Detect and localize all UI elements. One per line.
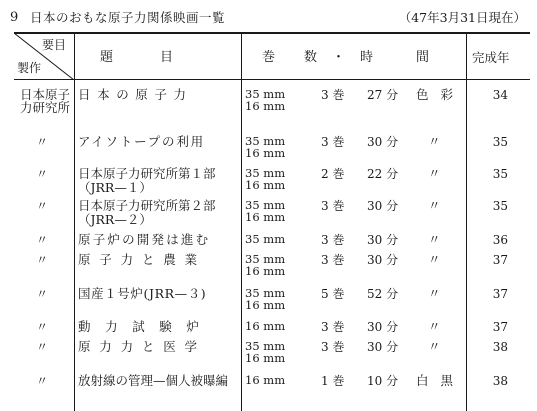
- row-duration: 22 分: [367, 167, 399, 181]
- row-producer-ditto: 〃: [36, 233, 49, 247]
- row-duration: 52 分: [367, 287, 399, 301]
- row-title: 動力試験炉: [78, 319, 214, 334]
- row-volumes: 3 巻: [321, 233, 345, 247]
- section-number: 9: [10, 10, 19, 25]
- row-color: 白 黒: [416, 373, 457, 388]
- row-producer-ditto: 〃: [36, 287, 49, 301]
- row-format: 35 mm 16 mm: [245, 134, 286, 160]
- row-format: 35 mm 16 mm: [245, 166, 286, 192]
- row-color: 〃: [428, 286, 445, 301]
- row-producer-ditto: 〃: [36, 320, 49, 334]
- row-duration: 30 分: [367, 340, 399, 354]
- row-format: 35 mm 16 mm: [245, 286, 286, 312]
- row-color: 〃: [428, 339, 445, 354]
- row-volumes: 5 巻: [321, 287, 345, 301]
- header-format-detail: 巻 数 ・ 時 間: [262, 50, 431, 65]
- document-title: 日本のおもな原子力関係映画一覧: [30, 10, 226, 25]
- row-color: 〃: [428, 198, 445, 213]
- header-year: 完成年: [472, 50, 510, 65]
- row-format: 35 mm 16 mm: [245, 252, 286, 278]
- row-format: 35 mm 16 mm: [245, 87, 286, 113]
- row-title: アイソトープの利用: [78, 134, 205, 149]
- row-volumes: 2 巻: [321, 167, 345, 181]
- row-color: 〃: [428, 252, 445, 267]
- header-corner-bottom: 製作: [17, 61, 42, 75]
- row-year: 38: [492, 374, 508, 388]
- row-volumes: 1 巻: [321, 374, 345, 388]
- row-duration: 30 分: [367, 233, 399, 247]
- header-title: 題 目: [100, 50, 176, 65]
- header-corner-top: 要目: [42, 38, 67, 52]
- row-year: 38: [492, 340, 508, 354]
- row-producer-ditto: 〃: [36, 167, 49, 181]
- row-year: 37: [492, 253, 508, 267]
- as-of-date: （47年3月31日現在）: [398, 10, 526, 25]
- row-color: 色 彩: [416, 87, 457, 102]
- row-duration: 30 分: [367, 253, 399, 267]
- row-title: 放射線の管理—個人被曝編: [78, 373, 229, 388]
- row-year: 36: [492, 233, 508, 247]
- col-divider-year: [466, 33, 467, 411]
- row-duration: 30 分: [367, 135, 399, 149]
- row-producer: 日本原子力研究所: [20, 87, 71, 115]
- row-title: 原子力と農業: [78, 252, 206, 267]
- row-format: 35 mm 16 mm: [245, 339, 286, 365]
- row-title: 原子炉の開発は進む: [78, 232, 211, 247]
- row-format: 16 mm: [245, 373, 286, 387]
- row-duration: 27 分: [367, 88, 399, 102]
- row-producer-ditto: 〃: [36, 199, 49, 213]
- row-volumes: 3 巻: [321, 320, 345, 334]
- header-bottom-rule: [14, 79, 530, 80]
- row-color: 〃: [428, 134, 445, 149]
- row-duration: 30 分: [367, 199, 399, 213]
- row-producer-ditto: 〃: [36, 374, 49, 388]
- row-year: 34: [492, 88, 508, 102]
- row-volumes: 3 巻: [321, 88, 345, 102]
- row-duration: 30 分: [367, 320, 399, 334]
- row-title: 原力力と医学: [78, 339, 206, 354]
- row-color: 〃: [428, 166, 445, 181]
- row-format: 35 mm 16 mm: [245, 198, 286, 224]
- row-volumes: 3 巻: [321, 253, 345, 267]
- row-year: 37: [492, 287, 508, 301]
- row-title: 日本原子力研究所第２部（JRR—２）: [78, 198, 216, 227]
- row-volumes: 3 巻: [321, 340, 345, 354]
- row-year: 37: [492, 320, 508, 334]
- row-title: 日本原子力研究所第１部（JRR—１）: [78, 166, 216, 195]
- row-duration: 10 分: [367, 374, 399, 388]
- row-format: 35 mm: [245, 232, 286, 246]
- row-producer-ditto: 〃: [36, 340, 49, 354]
- row-year: 35: [492, 135, 508, 149]
- row-year: 35: [492, 199, 508, 213]
- row-volumes: 3 巻: [321, 199, 345, 213]
- row-year: 35: [492, 167, 508, 181]
- row-producer-ditto: 〃: [36, 135, 49, 149]
- table-top-rule: [14, 32, 530, 34]
- row-producer-ditto: 〃: [36, 253, 49, 267]
- row-title: 国産１号炉(JRR—３): [78, 286, 207, 301]
- col-divider-producer: [74, 33, 75, 411]
- row-format: 16 mm: [245, 319, 286, 333]
- row-volumes: 3 巻: [321, 135, 345, 149]
- row-color: 〃: [428, 232, 445, 247]
- row-title: 日本の原子力: [78, 87, 193, 102]
- document-heading: [10, 10, 530, 26]
- row-color: 〃: [428, 319, 445, 334]
